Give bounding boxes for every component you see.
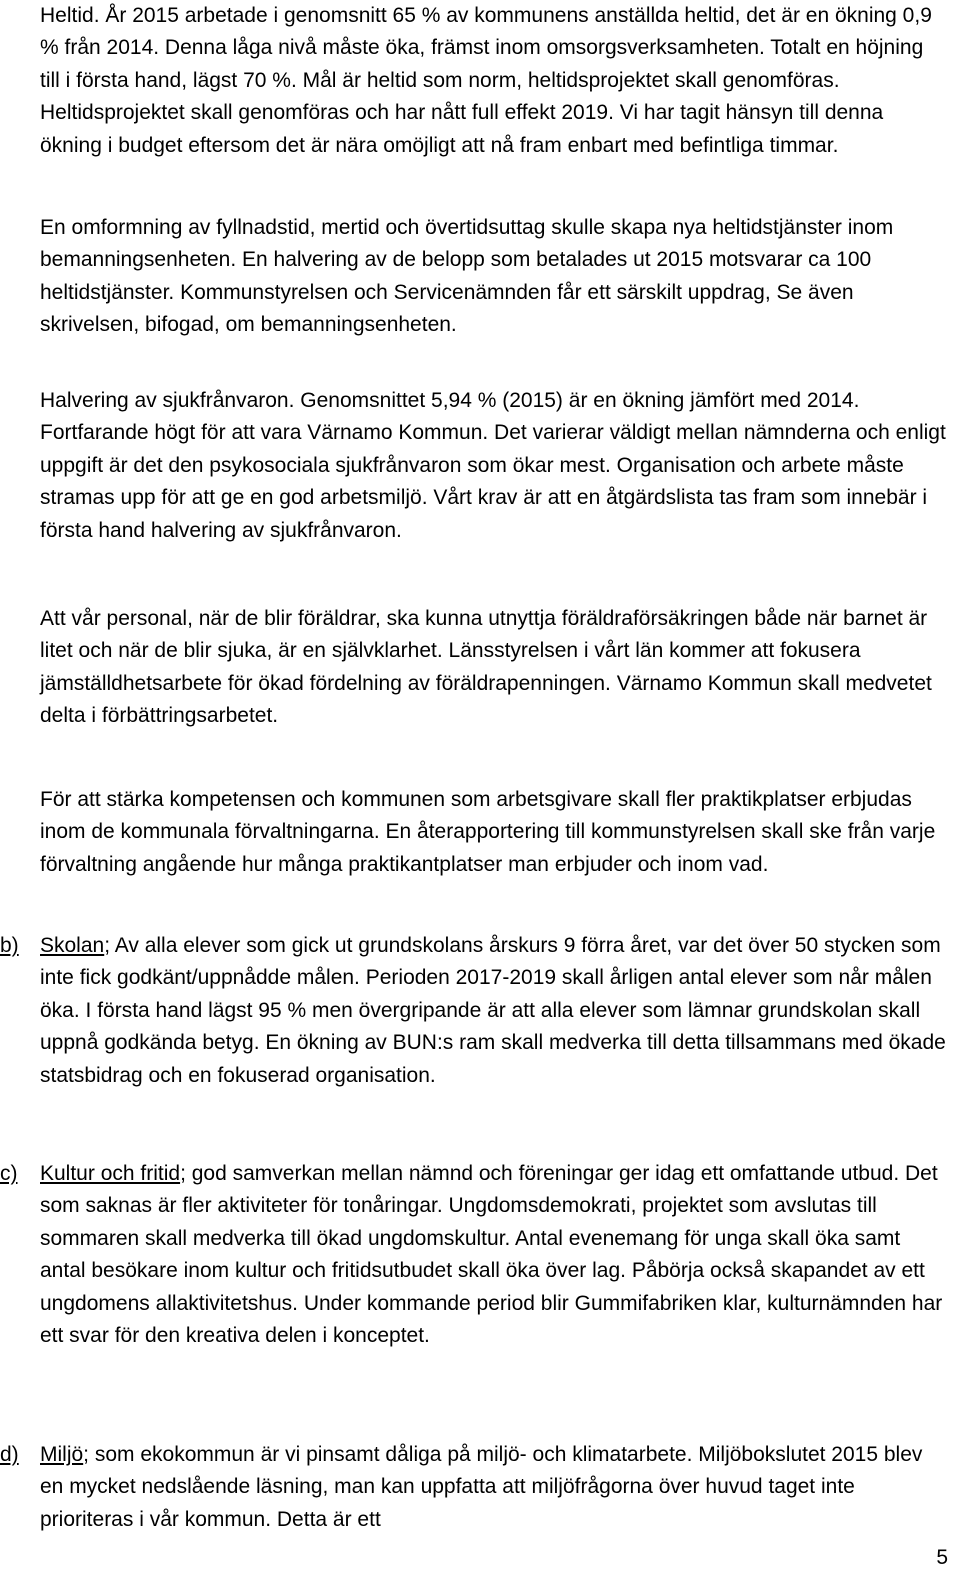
paragraph-heltid: Heltid. År 2015 arbetade i genomsnitt 65 % av kommunens anställda heltid, det är en ökning 0,9 % från 2014. Denna låga nivå måste öka, främst inom omsorgsverksamheten. Totalt en höjning till i första hand, lägst 70 %. Mål är heltid som norm, heltidsprojektet skall genomföras. Heltidsprojektet skall genomföras och har nått full effekt 2019. Vi har tagit hänsyn till denna ökning i budget eftersom det är nära omöjligt att nå fram enbart med befintliga timmar. (40, 4, 932, 157)
item-heading: Kultur och fritid (40, 1162, 181, 1185)
paragraph-sjukfranvaro: Halvering av sjukfrånvaron. Genomsnittet 5,94 % (2015) är en ökning jämfört med 2014. Fortfarande högt för att vara Värnamo Kommun. Det varierar väldigt mellan nämnderna och enligt uppgift är det den psykosociala sjukfrånvaron som ökar mest. Organisation och arbete måste stramas upp för att ge en god arbetsmiljö. Vårt krav är att en åtgärdslista tas fram som innebär i första hand halvering av sjukfrånvaron. (40, 389, 946, 542)
list-item-body (40, 930, 948, 1092)
item-text: ; god samverkan mellan nämnd och föreningar ger idag ett omfattande utbud. Det som saknas är fler aktiviteter för tonåringar. Ungdomsdemokrati, projektet som avslutas till sommaren skall medverka till ökad ungdomskultur. Antal evenemang för unga skall öka samt antal besökare inom kultur och fritidsutbudet skall öka över lag. Påbörja också skapandet av ett ungdomens allaktivitetshus. Under kommande period blir Gummifabriken klar, kulturnämnden har ett svar för den kreativa delen i konceptet. (40, 1162, 943, 1348)
page-number: 5 (936, 1546, 948, 1569)
paragraph-foraldrar: Att vår personal, när de blir föräldrar, ska kunna utnyttja föräldraförsäkringen både när barnet är litet och när de blir sjuka, är en självklarhet. Länsstyrelsen i vårt län kommer att fokusera jämställdhetsarbete för ökad fördelning av föräldrapenningen. Värnamo Kommun skall medvetet delta i förbättringsarbetet. (40, 607, 932, 728)
item-heading: Miljö (40, 1443, 84, 1466)
item-text: ; Av alla elever som gick ut grundskolans årskurs 9 förra året, var det över 50 stycken som inte fick godkänt/uppnådde målen. Perioden 2017-2019 skall årligen antal elever som når målen öka. I första hand lägst 95 % men övergripande är att alla elever som lämnar grundskolan skall uppnå godkända betyg. En ökning av BUN:s ram skall medverka till detta tillsammans med ökade statsbidrag och en fokuserad organisation. (40, 934, 946, 1087)
paragraph-omformning: En omformning av fyllnadstid, mertid och övertidsuttag skulle skapa nya heltidstjänster inom bemanningsenheten. En halvering av de belopp som betalades ut 2015 motsvarar ca 100 heltidstjänster. Kommunstyrelsen och Servicenämnden får ett särskilt uppdrag, Se även skrivelsen, bifogad, om bemanningsenheten. (40, 216, 894, 337)
list-marker: c) (0, 1162, 18, 1185)
list-marker: b) (0, 934, 19, 957)
list-marker: d) (0, 1443, 19, 1466)
item-text: ; som ekokommun är vi pinsamt dåliga på miljö- och klimatarbete. Miljöbokslutet 2015 blev en mycket nedslående läsning, man kan uppfatta att miljöfrågorna över huvud taget inte prioriteras i vår kommun. Detta är ett (40, 1443, 923, 1531)
paragraph-praktikplatser: För att stärka kompetensen och kommunen som arbetsgivare skall fler praktikplatser erbjudas inom de kommunala förvaltningarna. En återapportering till kommunstyrelsen skall ske från varje förvaltning angående hur många praktikantplatser man erbjuder och inom vad. (40, 788, 936, 876)
list-item-body (40, 1439, 948, 1536)
list-item-body (40, 1158, 948, 1352)
item-heading: Skolan (40, 934, 105, 957)
